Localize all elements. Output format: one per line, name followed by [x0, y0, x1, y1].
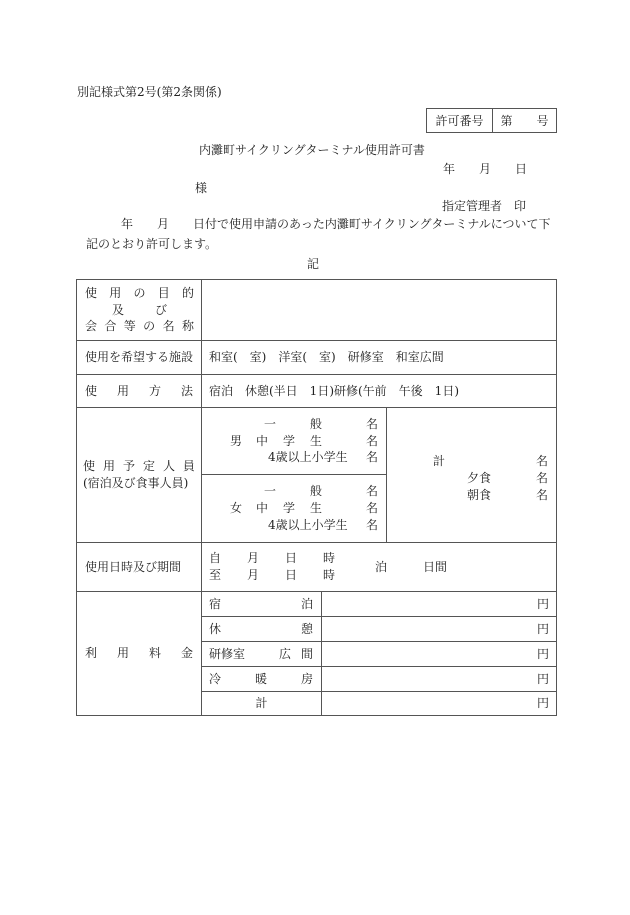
- dinner-label: 夕食: [467, 470, 492, 485]
- people-label-line-2: (宿泊及び食事人員): [83, 476, 189, 490]
- ki-heading: 記: [307, 257, 320, 271]
- period-label: 使用日時及び期間: [77, 543, 202, 592]
- facility-row: [77, 341, 557, 375]
- issuer-line: 指定管理者 印: [442, 199, 527, 213]
- total-label: 計: [433, 454, 446, 468]
- method-label-cell: [77, 375, 202, 408]
- period-to-line: 至 月 日 時: [209, 568, 336, 582]
- period-from-line: 自 月 日 時: [209, 551, 336, 566]
- form-number-label: 別記様式第2号(第2条関係): [77, 85, 222, 99]
- female-general-line: 一 般 名: [264, 484, 378, 499]
- people-total-cell: [387, 408, 557, 543]
- purpose-value-cell[interactable]: [202, 280, 557, 341]
- body-text-line-1: 年 月 日付で使用申請のあった内灘町サイクリングターミナルについて下: [121, 217, 551, 231]
- fee-amount-rest[interactable]: 円: [322, 617, 557, 642]
- male-general-line: 一 般 名: [264, 416, 378, 431]
- breakfast-label: 朝食: [467, 487, 492, 502]
- method-row: [77, 375, 557, 408]
- method-label: 使 用 方 法: [85, 383, 193, 398]
- fee-amount-aircon[interactable]: 円: [322, 667, 557, 692]
- female-label: 女: [230, 501, 243, 516]
- fee-amount-training-hall[interactable]: 円: [322, 642, 557, 667]
- breakfast-line: 朝食 名: [433, 487, 548, 504]
- purpose-row: [77, 280, 557, 341]
- permit-number-value: 第 号: [493, 109, 557, 133]
- fee-row-lodging: [77, 592, 557, 617]
- period-row: [77, 543, 557, 592]
- people-label-cell: [77, 408, 202, 543]
- body-text-line-2: 記のとおり許可します。: [86, 237, 218, 251]
- dinner-line: 夕食 名: [433, 470, 548, 487]
- fee-label: 利 用 料 金: [85, 646, 193, 661]
- fee-item-lodging: 宿 泊: [202, 592, 322, 617]
- permit-number-label: 許可番号: [427, 109, 493, 133]
- male-elementary-line: 4歳以上小学生 名: [268, 450, 378, 465]
- period-value-cell[interactable]: [202, 543, 557, 592]
- people-label-line-1: 使 用 予 定 人 員: [83, 459, 195, 474]
- nights-label: 泊: [375, 559, 388, 574]
- purpose-label-line-3: 会 合 等 の 名 称: [85, 319, 194, 334]
- male-label: 男: [230, 433, 243, 448]
- fee-label-cell: [77, 592, 202, 716]
- issue-date: 年 月 日: [443, 162, 528, 176]
- female-junior-high-line: 中 学 生 名: [256, 501, 378, 516]
- fee-item-training-hall: 研修室 広 間: [202, 642, 322, 667]
- purpose-label-line-1: 使 用 の 目 的: [85, 285, 194, 300]
- facility-value[interactable]: 和室( 室) 洋室( 室) 研修室 和室広間: [202, 341, 557, 375]
- purpose-label-cell: [77, 280, 202, 341]
- method-value[interactable]: 宿泊 休憩(半日 1日)研修(午前 午後 1日): [202, 375, 557, 408]
- fee-total-label: 計: [202, 692, 322, 716]
- addressee-suffix: 様: [195, 181, 208, 195]
- people-total-line: 計 名: [433, 454, 549, 468]
- permit-form-table: [76, 279, 557, 716]
- permit-number-box: [426, 108, 557, 133]
- days-label: 日間: [423, 559, 448, 574]
- fee-amount-total[interactable]: 円: [322, 692, 557, 716]
- document-title: 内灘町サイクリングターミナル使用許可書: [199, 143, 425, 157]
- purpose-label-line-2: 及 び: [112, 302, 167, 317]
- people-female-cell: [202, 475, 387, 543]
- fee-item-rest: 休 憩: [202, 617, 322, 642]
- fee-amount-lodging[interactable]: 円: [322, 592, 557, 617]
- people-male-row: [77, 408, 557, 475]
- facility-label: 使用を希望する施設: [77, 341, 202, 375]
- people-male-cell: [202, 408, 387, 475]
- female-elementary-line: 4歳以上小学生 名: [268, 517, 378, 532]
- fee-item-aircon: 冷 暖 房: [202, 667, 322, 692]
- male-junior-high-line: 中 学 生 名: [256, 433, 378, 448]
